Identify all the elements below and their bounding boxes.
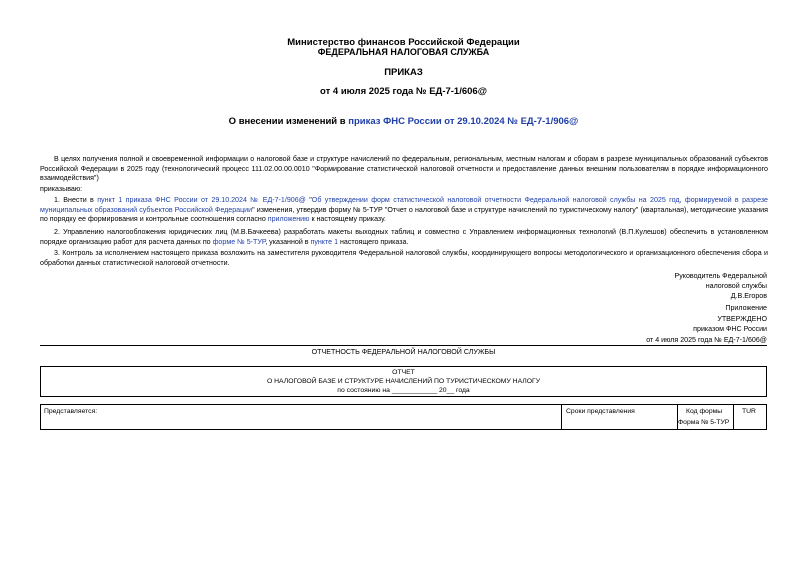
doc-date: от 4 июля 2025 года № ЕД-7-1/606@ [320,86,487,97]
approved-date: от 4 июля 2025 года № ЕД-7-1/606@ [646,336,767,344]
report-date: по состоянию на ____________ 20__ года [337,387,470,394]
doc-type: ПРИКАЗ [384,67,423,78]
table-divider [733,405,734,429]
approved-order: приказом ФНС России [693,325,767,333]
clause-1-text-c: " изменения, утвердив форму № 5-ТУР "Отчет о налоговой базе и структуре начислений по туристическому налогу" (квартальная), методические указания по порядку ее формирования и контрольные соотношения согласно [40,205,768,224]
clause-1-text-b: " [305,196,312,204]
ministry-title: Министерство финансов Российской Федерации [287,37,520,48]
clause-2-link-form[interactable]: форме № 5-ТУР [212,237,266,246]
divider [40,345,767,346]
clause-2-link-point[interactable]: пункте 1 [310,237,339,246]
clause-2-text-b: , указанной в [265,237,311,246]
report-title-box [40,366,767,397]
signature-position-2: налоговой службы [705,282,767,290]
signature-name: Д.В.Егоров [730,292,767,300]
service-title: ФЕДЕРАЛЬНАЯ НАЛОГОВАЯ СЛУЖБА [317,47,490,57]
order-word: приказываю: [40,185,83,193]
approved-label: УТВЕРЖДЕНО [717,315,767,323]
signature-position-1: Руководитель Федеральной [674,272,767,280]
subject-link[interactable]: приказ ФНС России от 29.10.2024 № ЕД-7-1/906@ [348,116,579,127]
clause-1-text-d: к настоящему приказу. [309,215,386,224]
clause-1-text-a: 1. Внести в [54,196,98,204]
clause-1 [40,196,768,225]
form-header-table [40,404,767,430]
report-title: ОТЧЕТ [392,369,415,376]
clause-2 [40,228,768,247]
appendix-label: Приложение [725,304,767,312]
clause-1-link-order[interactable]: пункт 1 приказа ФНС России от 29.10.2024 № ЕД-7-1/906@ [97,196,306,204]
report-subtitle: О НАЛОГОВОЙ БАЗЕ И СТРУКТУРЕ НАЧИСЛЕНИЙ ПО ТУРИСТИЧЕСКОМУ НАЛОГУ [266,378,541,385]
clause-2-text-a: 2. Управлению налогообложения юридических лиц (М.В.Бачкеева) разработать макеты выходных таблиц и совместно с Управлением информационных технологий (В.П.Кулешов) обеспечить в установленном порядке организацию работ для расчета данных по [40,228,768,246]
clause-2-text-c: настоящего приказа. [338,237,409,246]
form-number: Форма № 5-ТУР [678,419,730,426]
form-code-value: TUR [742,408,756,415]
table-divider [561,405,562,429]
submitted-by-label: Представляется: [44,408,98,415]
subject-prefix: О внесении изменений в [228,116,349,127]
preamble-paragraph: В целях получения полной и своевременной информации о налоговой базе и структуре начислений по федеральным, региональным, местным налогам и сборам в разрезе муниципальных образований субъектов Российской Федерации в 2025 году (технологический процесс 111.02.00.00.0010 "Формирование статистической налоговой отчетности и предоставление данных внешним пользователям в порядке информационного взаимодействия") [40,155,768,183]
form-code-label: Код формы [686,408,723,415]
clause-1-link-appendix[interactable]: приложению [267,215,310,224]
statistics-title: ОТЧЕТНОСТЬ ФЕДЕРАЛЬНОЙ НАЛОГОВОЙ СЛУЖБЫ [311,348,496,356]
deadlines-label: Сроки представления [566,408,635,415]
clause-3: 3. Контроль за исполнением настоящего приказа возложить на заместителя руководителя Федеральной налоговой службы, координирующего вопросы методологического и организационного обеспечения сбора и обработки данных статистической налоговой отчетности. [40,249,768,267]
clause-1-link-title[interactable]: Об утверждении форм статистической налоговой отчетности Федеральной налоговой службы на 2025 год, формируемой в разрезе муниципальных образований субъектов Российской Федерации [40,196,768,214]
doc-subject [0,116,807,127]
